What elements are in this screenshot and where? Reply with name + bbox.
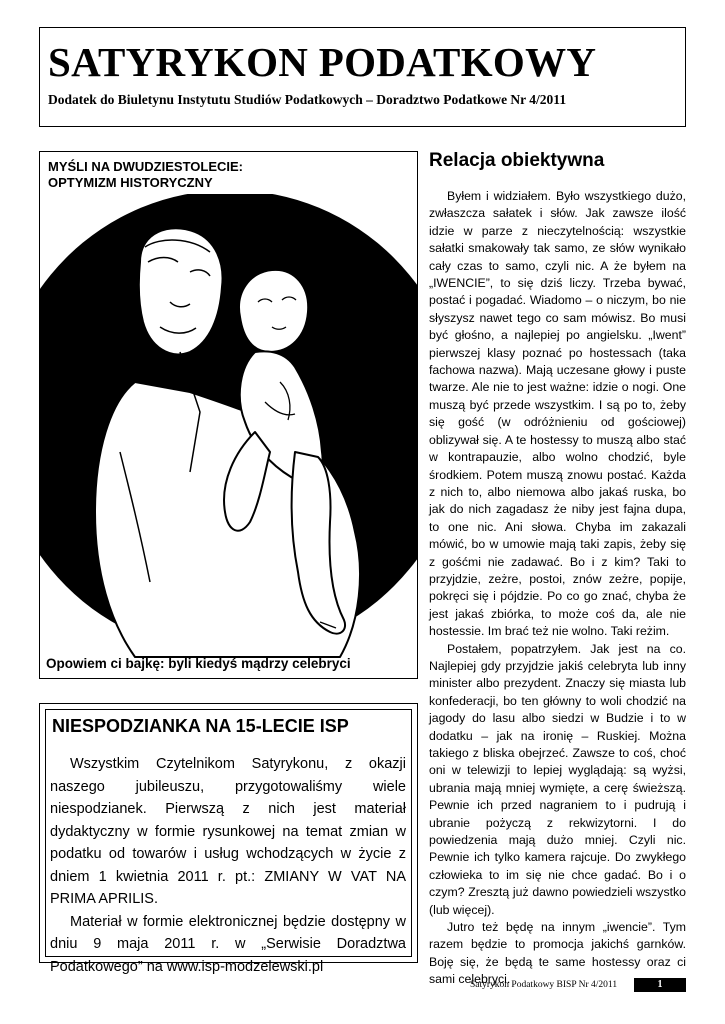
article-paragraph: Byłem i widziałem. Było wszystkiego dużo, zwłaszcza sałatek i słów. Jak zawsze ilość idzie w parze z nieczytelnością: wszystkie sałatki smakowały tak samo, ze słów wynikało cały czas to samo, czyli nic. A że byłem na „IWENCIE”, to się dziś liczy. Trzeba bywać, postać i pogadać. Wiadomo – o niczym, bo nie słyszysz nawet tego co sam mówisz. Bo musi być głośno, a najlepiej po angielsku. „Iwent” pierwszej klasy poznać po hostessach (taka fachowa nazwa). Mają uczesane głowy i puste twarze. Ale nie to jest ważne: idzie o nogi. One muszą być przede wszystkim. I są po to, żeby się gość (w odróżnieniu od gościowej) oblizywał się. A te hostessy to muszą albo stać w kontrapauzie, albo wolno chodzić, byle środkiem. Potem muszą znowu postać. Każda z nich to, albo niemowa albo jakaś ruska, bo jak do nich zagadasz że niby jest fajna dupa, to one nic. Ani słowa. Chyba im zakazali mówić, bo w umowie mają taki zapis, żeby się z gośćmi nie zadawać. Bo i z kim? Taki to przyjdzie, zeżre, postoi, znów zeżre, popije, pokręci się i pójdzie. Po co go znać, chyba że jest jakaś zbiórka, to może coś da, ale nie hostessie. Im brać też nie wolno. Taki reżim. xyxy=(429,189,686,639)
illustration-title-line1: MYŚLI NA DWUDZIESTOLECIE: xyxy=(48,159,243,174)
page-number: 1 xyxy=(634,978,686,992)
illustration-caption: Opowiem ci bajkę: byli kiedyś mądrzy celebryci xyxy=(46,656,351,671)
cartoon-illustration xyxy=(40,152,418,679)
announcement-paragraph: Materiał w formie elektronicznej będzie dostępny w dniu 9 maja 2011 r. w „Serwisie Doradztwa Podatkowego” na www.isp-modzelewski.pl xyxy=(50,913,406,975)
article-title: Relacja obiektywna xyxy=(429,150,605,171)
article-body xyxy=(429,188,686,989)
announcement-inner-frame xyxy=(45,709,412,975)
footer-text: Satyrykon Podatkowy BISP Nr 4/2011 xyxy=(470,980,618,990)
announcement-paragraph: Wszystkim Czytelnikom Satyrykonu, z okazji naszego jubileuszu, przygotowaliśmy wiele niespodzianek. Pierwszą z nich jest materiał dydaktyczny w formie rysunkowej na temat zmian w podatku od towarów i usług wchodzących w życie z dniem 1 kwietnia 2011 r. pt.: ZMIANY W VAT NA PRIMA APRILIS. xyxy=(50,756,406,907)
article-paragraph: Jutro też będę na innym „iwencie”. Tym razem będzie to promocja jakichś garnków. Boję się, że będą te same hostessy oraz ci sami celebryci. xyxy=(429,920,686,987)
illustration-panel xyxy=(39,151,418,679)
illustration-title xyxy=(40,152,286,194)
article-paragraph: Postałem, popatrzyłem. Jak jest na co. Najlepiej gdy przyjdzie jakiś celebryta lub inny minister albo prezydent. Znaczy się miasta lub konfederacji, bo ten główny to woli chodzić na jagody do lasu albo siedzi w Budzie i to w dodatku – jak na ironię – Ruskiej. Można takiego z bliska obejrzeć. Zawsze to coś, choć oni w telewizji to lepiej wyglądają: są wyżsi, ubrania mają mniej wymięte, a cerę świeższą. Pewnie ich przed nagraniem to i pudrują i ubranie pożyczą z rekwizytorni. I do powiedzenia mają dużo mniej. Czyli nic. Pewnie ich tylko kamera rajcuje. Do zwykłego człowieka to im się nie chce gadać. Bo i o czym? Zresztą już dawno powiedzieli wszystko (lub więcej). xyxy=(429,641,686,917)
masthead-box xyxy=(39,27,686,127)
announcement-box xyxy=(39,703,418,975)
illustration-title-line2: OPTYMIZM HISTORYCZNY xyxy=(48,175,213,190)
announcement-title: NIESPODZIANKA NA 15-LECIE ISP xyxy=(52,716,349,736)
announcement-body xyxy=(50,753,406,978)
masthead-subtitle: Dodatek do Biuletynu Instytutu Studiów Podatkowych – Doradztwo Podatkowe Nr 4/2011 xyxy=(48,92,567,107)
masthead-title: SATYRYKON PODATKOWY xyxy=(48,39,597,85)
